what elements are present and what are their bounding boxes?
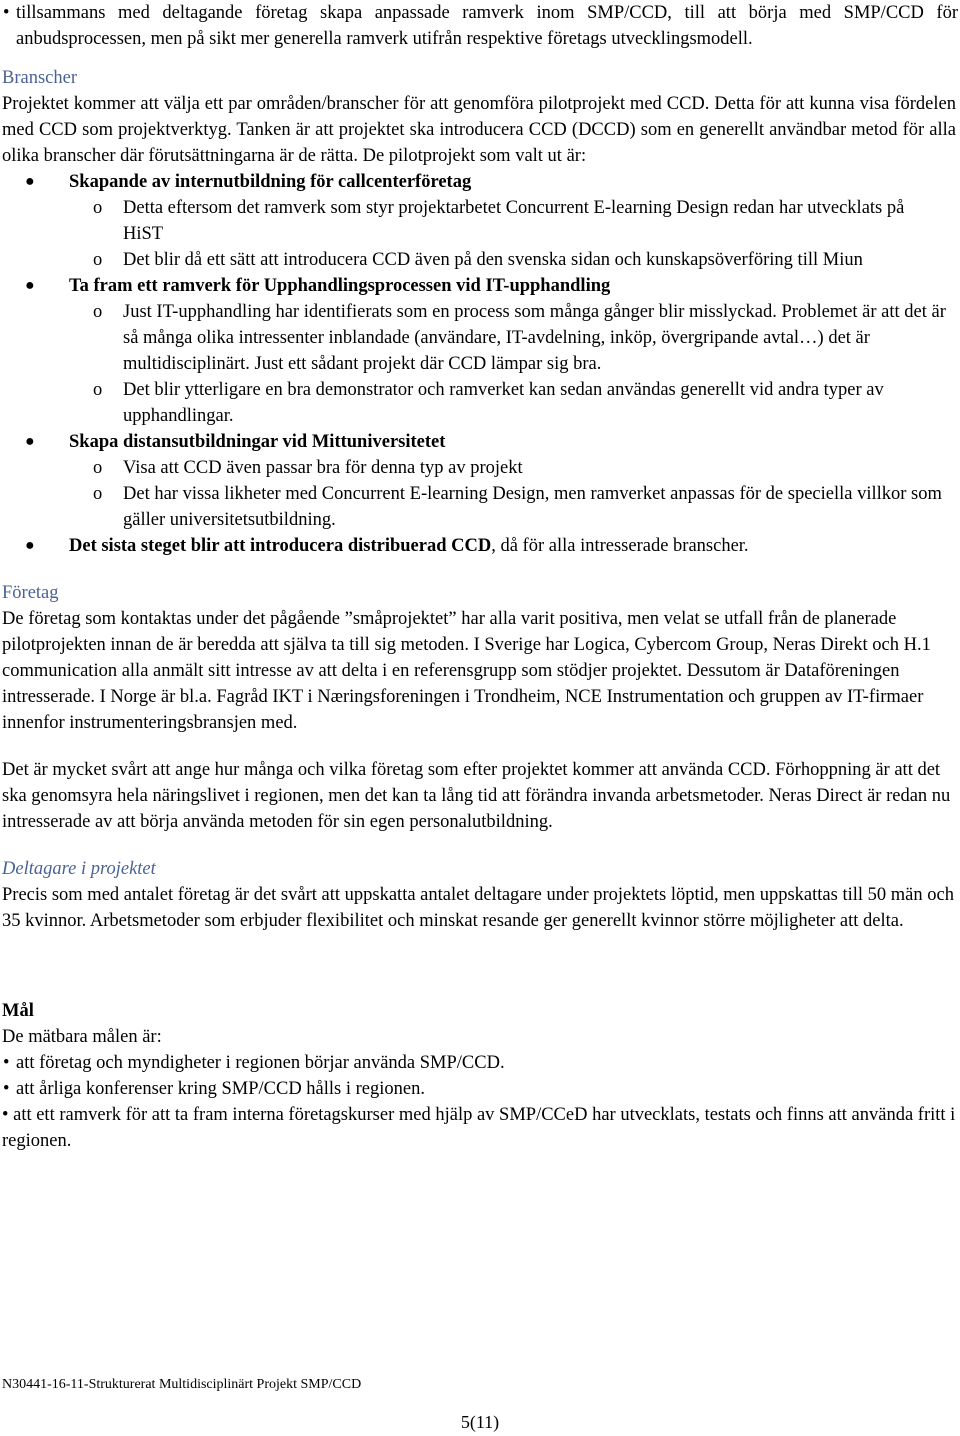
pilot-project-title: Skapande av internutbildning för callcenterföretag (69, 172, 472, 192)
pilot-project-item (2, 273, 958, 429)
pilot-project-title: Skapa distansutbildningar vid Mittuniversitetet (69, 432, 446, 452)
foretag-heading: Företag (2, 583, 59, 603)
foretag-paragraph-2: Det är mycket svårt att ange hur många och vilka företag som efter projektet kommer att använda CCD. Förhoppning är att det ska genomsyra hela näringslivet i regionen, men det kan ta lång tid att förändra invanda arbetsmetoder. Neras Direct är redan nu intresserade av att börja använda metoden för sin egen personalutbildning. (2, 760, 951, 832)
mal-section (2, 998, 958, 1154)
intro-bullet-text: tillsammans med deltagande företag skapa anpassade ramverk inom SMP/CCD, till att börja med SMP/CCD för anbudsprocessen, men på sikt mer generella ramverk utifrån respektive företags utvecklingsmodell. (16, 3, 958, 49)
branscher-section (2, 65, 958, 559)
mal-list-item: • att årliga konferenser kring SMP/CCD hålls i regionen. (2, 1076, 958, 1102)
bullet-dot-icon: • (3, 3, 10, 23)
circle-bullet-icon: o (93, 484, 103, 504)
pilot-project-subitem: o Detta eftersom det ramverk som styr projektarbetet Concurrent E-learning Design redan har utvecklats på HiST (56, 195, 958, 247)
bullet-dot-icon: ● (25, 277, 35, 294)
pilot-project-item (2, 533, 958, 559)
foretag-section (2, 580, 958, 835)
pilot-project-title: Det sista steget blir att introducera distribuerad CCD (69, 536, 492, 556)
pilot-project-list (2, 169, 958, 559)
circle-bullet-icon: o (93, 302, 103, 322)
bullet-dot-icon: ● (25, 537, 35, 554)
pilot-project-item (2, 429, 958, 533)
branscher-heading: Branscher (2, 68, 77, 88)
pilot-project-subitem: o Visa att CCD även passar bra för denna typ av projekt (56, 455, 958, 481)
pilot-project-subitem: o Det blir ytterligare en bra demonstrator och ramverket kan sedan användas generellt vid andra typer av upphandlingar. (56, 377, 958, 429)
pilot-project-title: Ta fram ett ramverk för Upphandlingsprocessen vid IT-upphandling (69, 276, 611, 296)
mal-list-item: • att företag och myndigheter i regionen börjar använda SMP/CCD. (2, 1050, 958, 1076)
deltagare-paragraph: Precis som med antalet företag är det svårt att uppskatta antalet deltagare under projektets löptid, men uppskattas till 50 män och 35 kvinnor. Arbetsmetoder som erbjuder flexibilitet och minskat resande ger generellt kvinnor större möjligheter att delta. (2, 885, 954, 931)
intro-bullet-paragraph (2, 0, 958, 52)
bullet-dot-icon: ● (25, 433, 35, 450)
pilot-project-sublist (69, 455, 958, 533)
bullet-dot-icon: • (2, 1105, 14, 1125)
bullet-dot-icon: ● (25, 173, 35, 190)
mal-intro: De mätbara målen är: (2, 1027, 162, 1047)
pilot-project-subitem: o Just IT-upphandling har identifierats som en process som många gånger blir misslyckad. Problemet är att det är så många olika intressenter inblandade (användare, IT-avdelning, inköp, övergripande avtal…) det är multidisciplinärt. Just ett sådant projekt där CCD lämpar sig bra. (56, 299, 958, 377)
deltagare-heading: Deltagare i projektet (2, 859, 156, 879)
circle-bullet-icon: o (93, 250, 103, 270)
pilot-project-subitem: o Det blir då ett sätt att introducera CCD även på den svenska sidan och kunskapsöverföring till Miun (56, 247, 958, 273)
circle-bullet-icon: o (93, 458, 103, 478)
mal-list-item: • att ett ramverk för att ta fram interna företagskurser med hjälp av SMP/CCeD har utvecklats, testats och finns att använda fritt i regionen. (2, 1105, 956, 1151)
pilot-project-sublist (69, 195, 958, 273)
branscher-intro: Projektet kommer att välja ett par områden/branscher för att genomföra pilotprojekt med CCD. Detta för att kunna visa fördelen med CCD som projektverktyg. Tanken är att projektet ska introducera CCD (DCCD) som en generellt användbar metod för alla olika branscher där förutsättningarna är de rätta. De pilotprojekt som valt ut är: (2, 94, 956, 166)
bullet-dot-icon: • (3, 1053, 10, 1073)
mal-heading: Mål (2, 1001, 34, 1021)
footer-reference: N30441-16-11-Strukturerat Multidisciplinärt Projekt SMP/CCD (2, 1377, 362, 1392)
page-number: 5(11) (460, 1412, 500, 1432)
circle-bullet-icon: o (93, 380, 103, 400)
foretag-paragraph-1: De företag som kontaktas under det pågående ”småprojektet” har alla varit positiva, men velat se utfall från de planerade pilotprojekten innan de är beredda att själva ta till sig metoden. I Sverige har Logica, Cybercom Group, Neras Direkt och H.1 communication alla anmält sitt intresse av att delta i en referensgrupp som stödjer projektet. Dessutom är Dataföreningen intresserade. I Norge är bl.a. Fagråd IKT i Næringsforeningen i Trondheim, NCE Instrumentation och gruppen av IT-firmaer innenfor instrumenteringsbransjen med. (2, 609, 931, 733)
deltagare-section (2, 856, 958, 934)
pilot-project-sublist (69, 299, 958, 429)
mal-list (2, 1050, 958, 1154)
circle-bullet-icon: o (93, 198, 103, 218)
bullet-dot-icon: • (3, 1079, 10, 1099)
pilot-project-subitem: o Det har vissa likheter med Concurrent E-learning Design, men ramverket anpassas för de speciella villkor som gäller universitetsutbildning. (56, 481, 958, 533)
document-page (2, 0, 958, 1154)
pilot-project-rest: , då för alla intresserade branscher. (491, 536, 749, 556)
pilot-project-item (2, 169, 958, 273)
